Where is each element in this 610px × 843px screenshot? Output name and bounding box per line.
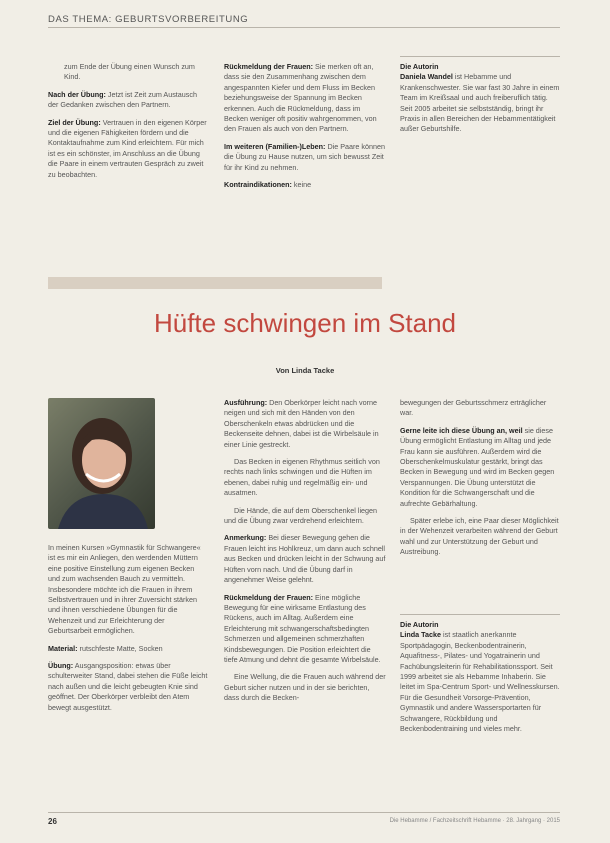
author-photo — [48, 398, 155, 529]
paragraph: Kontraindikationen: keine — [224, 180, 312, 190]
paragraph: bewegungen der Geburtsschmerz erträglicher war. — [400, 398, 547, 418]
page-number: 26 — [48, 817, 57, 826]
paragraph: Anmerkung: Bei dieser Bewegung gehen die Frauen leicht ins Hohlkreuz, um dann auch schnell aus Becken und drücken leicht in der Schwung auf Hüften vorn nach. Und die Übung darf in angenehmer Weise gelehnt. — [224, 533, 386, 585]
section-header: DAS THEMA: GEBURTSVORBEREITUNG — [48, 14, 249, 25]
top-column-1 — [48, 62, 208, 187]
paragraph: Material: rutschfeste Matte, Socken — [48, 643, 163, 653]
author-box-top — [400, 62, 560, 135]
article-column-1 — [48, 543, 208, 720]
article-byline: Von Linda Tacke — [275, 366, 335, 375]
paragraph: Rückmeldung der Frauen: Eine mögliche Bewegung für eine wirksame Entlastung des Rückens, auch im Alltag. Außerdem eine Erleichterung mit schwangerschaftsbedingten Schmerzen und allgemeinen schmerzhaften Kindsbewegungen. Die Position erleichtert die tiefe Atmung und dehnt die gesamte Wirbelsäule. — [224, 592, 381, 664]
paragraph: Eine Wellung, die die Frauen auch während der Geburt sicher nutzen und in der sie berichten, dass durch die Becken- — [224, 672, 386, 703]
paragraph: Später erlebe ich, eine Paar dieser Möglichkeit in der Wehenzeit verarbeiten während der Geburt wahl und zur Unterstützung der Geburt und Austreibung. — [400, 516, 559, 557]
paragraph: Das Becken in eigenen Rhythmus seitlich von rechts nach links schwingen und die Hüften im ebenen, dabei ruhig und regelmäßig ein- und ausatmen. — [224, 457, 380, 498]
article-title: Hüfte schwingen im Stand — [153, 308, 457, 338]
paragraph: Im weiteren (Familien-)Leben: Die Paare können die Übung zu Hause nutzen, um sich bewusst Zeit für ihr Kind zu nehmen. — [224, 141, 385, 172]
article-column-3 — [400, 398, 560, 565]
author-box-title: Die Autorin — [400, 620, 439, 629]
header-rule — [48, 27, 560, 28]
paragraph: Nach der Übung: Jetzt ist Zeit zum Austausch der Gedanken zwischen den Partnern. — [48, 89, 197, 110]
paragraph: Ausführung: Den Oberkörper leicht nach vorne neigen und sich mit den Händen von den Oberschenkeln etwas abdrücken und die Beckenseite dehnen, dabei ist die Wirbelsäule in einer Linie gestreckt. — [224, 398, 379, 449]
paragraph: Die Hände, die auf dem Oberschenkel liegen und die Übung zwar verdrehend erleichtern. — [224, 505, 378, 526]
author-box-text: Linda Tacke ist staatlich anerkannte Sportpädagogin, Beckenbodentrainerin, Aquafitness-, Pilates- und Yogatrainerin und Fachübungsleiterin für Rehabilitationssport. Seit 1999 arbeitet sie als Hebamme Inhaberin. Sie leitet im Spa-Centrum Sport- und Wellnesskursen. Für die Gesundheit Vorsorge-Prävention, Gymnastik und andere Wassersportarten für Schwangere, Rückbildung und Beckenbodentraining und vieles mehr. — [400, 630, 560, 734]
article-column-2 — [224, 398, 386, 711]
title-band — [48, 277, 382, 289]
journal-footer: Die Hebamme / Fachzeitschrift Hebamme · 28. Jahrgang · 2015 — [389, 818, 560, 824]
paragraph: Gerne leite ich diese Übung an, weil sie diese Übung ermöglicht Entlastung im Alltag und jede Frau kann sie ausführen. Außerdem wird die Oberschenkelmuskulatur gestärkt, bringt das Becken in Bewegung und wird im Becken gegen Verspannungen. Die Übung unterstützt die Kondition für die Schwangerschaft und die aufrechte Gebärhaltung. — [400, 425, 555, 508]
article-author-box-rule — [400, 614, 560, 615]
paragraph: Rückmeldung der Frauen: Sie merken oft an, dass sie den Zusammenhang zwischen dem angespannten Kiefer und dem Fluss im Becken beziehungsweise der Spannung im Becken erkennen. Auch die Rückmeldung, dass im Becken weniger oft positiv wahrgenommen, von den Frauen als auch von den Partnern. — [224, 62, 377, 134]
paragraph: Ziel der Übung: Vertrauen in den eigenen Körper und die eigenen Fähigkeiten fördern und die Kontaktaufnahme zum Kind erleichtern. Für mich ist es ein schönster, im Anschluss an die Übung die Paare in einem vertrauten Gespräch zu zweit zu beobachten. — [48, 117, 207, 179]
author-box-title: Die Autorin — [400, 62, 439, 71]
footer-rule — [48, 812, 560, 813]
author-box-text: Daniela Wandel ist Hebamme und Krankenschwester. Sie war fast 30 Jahre in einem Team im Kreißsaal und auch freiberuflich tätig. Seit 2005 arbeitet sie selbstständig, bringt ihr Praxis in allen Bereichen der Hebammentätigkeit außer Geburtshilfe. — [400, 72, 560, 134]
author-box-rule — [400, 56, 560, 57]
top-column-2 — [224, 62, 386, 197]
paragraph: Übung: Ausgangsposition: etwas über schulterweiter Stand, dabei stehen die Füße leicht nach außen und die leicht gebeugten Knie sind geöffnet. Der Oberkörper verbleibt den Atem bewegt ausgestützt. — [48, 661, 208, 712]
paragraph: zum Ende der Übung einen Wunsch zum Kind. — [64, 62, 195, 82]
paragraph: In meinen Kursen »Gymnastik für Schwangere« ist es mir ein Anliegen, den werdenden Müttern eine positive Einstellung zum eigenen Becken und zum wachsenden Bauch zu vermitteln. Insbesondere möchte ich die Frauen in ihrem Selbstvertrauen und in ihrer Zuversicht stärken und ihnen verschiedene Übungen für die Wehenzeit und zur Erleichterung der Geburtsarbeit ermöglichen. — [48, 543, 201, 636]
article-author-box — [400, 620, 560, 734]
